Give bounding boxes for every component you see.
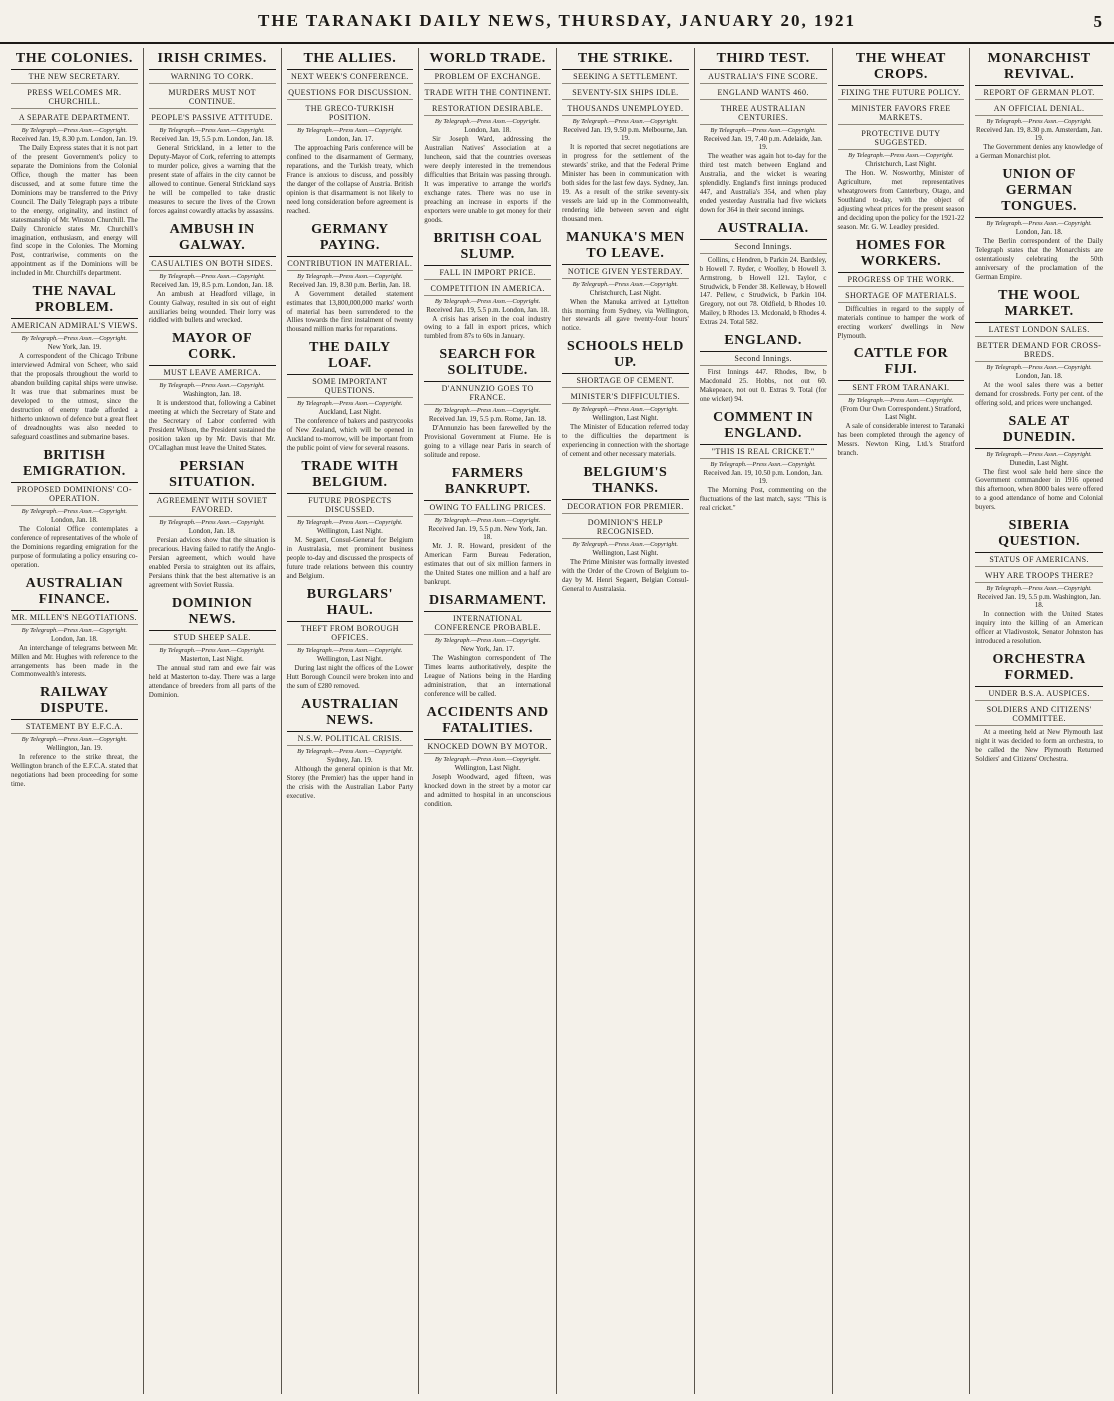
column-5 [557,48,695,1394]
article-deck: STATEMENT BY E.F.C.A. [11,720,138,734]
article-deck: BETTER DEMAND FOR CROSS-BREDS. [975,339,1103,362]
article-deck: "THIS IS REAL CRICKET." [700,445,827,459]
article-credit: By Telegraph.—Press Assn.—Copyright. [159,127,265,134]
article-body: Collins, c Hendren, b Parkin 24. Bardsley, b Howell 7. Ryder, c Woolley, b Howell 3. Armstrong, b Howell 121. Taylor, c Strudwick, b Fender 38. Kelleway, b Howell 147. Pellew, c Strudwick, b Parkin 104. Gregory, not out 78. Oldfield, b Rhodes 10. Mailey, b Rhodes 13. Mcdonald, b Rhodes 4. Extras 24. Total 582. [699,255,827,327]
article [975,51,1103,161]
article-credit: By Telegraph.—Press Assn.—Copyright. [21,127,128,134]
article-headline: RAILWAY DISPUTE. [11,685,138,720]
article [700,221,827,328]
article [149,331,276,453]
article-credit: By Telegraph.—Press Assn.—Copyright. [297,400,403,408]
article-deck: SEVENTY-SIX SHIPS IDLE. [562,86,689,100]
article-dateline: London, Jan. 18. [188,527,236,536]
article-body: The Morning Post, commenting on the fluctuations of the last match, says: "This is real cricket." [699,486,827,513]
article-deck: STATUS OF AMERICANS. [975,553,1103,567]
article-dateline: Wellington, Jan. 19. [46,744,103,753]
column-2 [144,48,282,1394]
article-deck: N.S.W. POLITICAL CRISIS. [287,732,414,746]
masthead-title: THE TARANAKI DAILY NEWS, THURSDAY, JANUARY 20, 1921 [258,11,856,30]
article-credit: By Telegraph.—Press Assn.—Copyright. [572,406,679,414]
article-headline: SCHOOLS HELD UP. [562,339,689,374]
article-deck: THE NEW SECRETARY. [11,70,138,84]
article-deck: FUTURE PROSPECTS DISCUSSED. [287,494,414,517]
article [149,459,276,590]
article-credit: By Telegraph.—Press Assn.—Copyright. [297,127,403,134]
article-dateline: New York, Jan. 19. [47,343,102,352]
article-body: The first wool sale held here since the Government commandeer in 1916 opened this afternoon, when 8000 bales were offered to a good attendance of home and Colonial buyers. [975,467,1103,512]
article-deck: DOMINION'S HELP RECOGNISED. [562,516,689,539]
article-deck: MINISTER'S DIFFICULTIES. [562,390,689,404]
article-body: In reference to the strike threat, the Wellington branch of the E.F.C.A. stated that negotiations had been proceeding for some time. [11,753,138,789]
article-deck: MR. MILLEN'S NEGOTIATIONS. [11,611,138,625]
article-body: The Hon. W. Nosworthy, Minister of Agriculture, met representatives wheatgrowers from Canterbury, Otago, and Southland to-day, with the object of adjusting wheat prices for the present season and deciding upon the policy for the 1921-22 season. Mr. G. W. Leadley presided. [837,169,965,231]
article-credit: By Telegraph.—Press Assn.—Copyright. [21,626,128,634]
article-dateline: Received Jan. 19, 5.5 p.m. London, Jan. 18. [150,135,274,143]
article-dateline: Received Jan. 19, 5.5 p.m. London, Jan. 18. [426,305,549,314]
article-body: Persian advices show that the situation is precarious. Having failed to ratify the Anglo-Persian agreement, which would have enabled Persia to straighten out its affairs, Persians think that the best alternative is an agreement with Soviet Russia. [148,536,276,589]
article-deck: PEOPLE'S PASSIVE ATTITUDE. [149,111,276,125]
article-headline: ORCHESTRA FORMED. [975,652,1103,687]
article-headline: BRITISH EMIGRATION. [11,448,138,483]
article [424,347,551,460]
masthead [0,0,1114,44]
article-dateline: New York, Jan. 17. [460,644,515,653]
article-body: Mr. J. R. Howard, president of the American Farm Bureau Federation, estimates that out of six million farmers in the United States one million and a half are bankrupt. [424,542,551,587]
article-credit: By Telegraph.—Press Assn.—Copyright. [297,747,403,755]
article-body: D'Annunzio has been farewelled by the Provisional Government at Fiume. He is going to a village near Paris in search of solitude and repose. [424,424,551,460]
article-headline: TRADE WITH BELGIUM. [287,459,414,494]
article-dateline: Auckland, Last Night. [318,408,381,417]
article-deck: THE GRECO-TURKISH POSITION. [287,102,414,125]
article [562,230,689,334]
column-4 [419,48,557,1394]
article-deck: CASUALTIES ON BOTH SIDES. [149,257,276,271]
article-dateline: Received Jan. 19, 8.30 p.m. Berlin, Jan. 18. [288,280,411,289]
article-body: The Prime Minister was formally invested with the Order of the Crown of Belgium to-day by M. Henri Segaert, Belgian Consul-General to Australasia. [562,558,689,594]
article-headline: BRITISH COAL SLUMP. [424,231,551,266]
article-body: The approaching Paris conference will be confined to the disarmament of Germany, reparations, and the Turkish treaty, which France is anxious to discuss, and possibly the danger of the collapse of Austria. British opinion is that disarmament is not likely to need long consideration before agreement is reached. [286,144,414,215]
article [424,231,551,342]
article [287,697,414,801]
article-dateline: London, Jan. 18. [1015,227,1063,236]
article-deck: SEEKING A SETTLEMENT. [562,70,689,84]
column-8 [970,48,1108,1394]
article-headline: BURGLARS' HAUL. [287,587,414,622]
article-credit: By Telegraph.—Press Assn.—Copyright. [297,272,403,280]
article-deck: THEFT FROM BOROUGH OFFICES. [287,622,414,645]
article [700,333,827,404]
article-headline: MONARCHIST REVIVAL. [975,51,1103,86]
article-body: When the Manuka arrived at Lyttelton this morning from Sydney, via Wellington, her stewards all gave twenty-four hours' notice. [562,297,689,333]
article-deck: AMERICAN ADMIRAL'S VIEWS. [11,319,138,333]
article [700,410,827,513]
article-deck: SOLDIERS AND CITIZENS' COMMITTEE. [975,703,1103,726]
article-headline: AUSTRALIA. [700,221,827,240]
article-body: A correspondent of the Chicago Tribune interviewed Admiral von Scheer, who said that the proposals throughout the world to abandon building capital ships were unwise. It was true that submarines must be developed to the utmost, since the destruction of enemy trade afforded a hitherto unknown of defence but a great fleet of dreadnoughts was also needed to safeguard coastlines and submarine bases. [11,352,138,441]
article-credit: By Telegraph.—Press Assn.—Copyright. [21,507,128,515]
article-credit: By Telegraph.—Press Assn.—Copyright. [986,363,1092,371]
article-deck: THOUSANDS UNEMPLOYED. [562,102,689,116]
article-dateline: Sydney, Jan. 19. [327,755,373,764]
article [975,167,1103,282]
article-credit: By Telegraph.—Press Assn.—Copyright. [710,461,816,469]
article-body: The Berlin correspondent of the Daily Telegraph states that the Monarchists are ostentatiously celebrating the 50th anniversary of the proclamation of the German Empire. [975,236,1103,281]
article-headline: DISARMAMENT. [424,593,551,612]
article [287,222,414,335]
article-body: At the wool sales there was a better demand for crossbreds. Forty per cent. of the offering sold, and prices were unchanged. [975,380,1103,407]
article-dateline: Received Jan. 19, 8.30 p.m. Amsterdam, Jan. 19. [976,126,1103,142]
article-deck: SENT FROM TARANAKI. [838,381,965,395]
article [287,51,414,216]
article-dateline: Received Jan. 19, 9.50 p.m. Melbourne, Jan. 19. [563,126,688,142]
article-credit: By Telegraph.—Press Assn.—Copyright. [434,118,541,125]
article [424,593,551,699]
article-body: Difficulties in regard to the supply of materials continue to hamper the work of erecting workers' dwellings in New Plymouth. [837,304,965,340]
article-dateline: Received Jan. 19, 8.5 p.m. London, Jan. 18. [150,280,274,289]
article-dateline: Dunedin, Last Night. [1009,458,1069,467]
article-headline: PERSIAN SITUATION. [149,459,276,494]
article-deck: TRADE WITH THE CONTINENT. [424,86,551,100]
article [149,222,276,326]
article-headline: THE WHEAT CROPS. [838,51,965,86]
article-credit: By Telegraph.—Press Assn.—Copyright. [159,519,265,527]
article [975,518,1103,646]
article-credit: By Telegraph.—Press Assn.—Copyright. [21,736,128,744]
article-deck: ENGLAND WANTS 460. [700,86,827,100]
article-credit: By Telegraph.—Press Assn.—Copyright. [710,127,816,134]
article [562,465,689,594]
article-credit: By Telegraph.—Press Assn.—Copyright. [572,541,679,549]
article-headline: AUSTRALIAN FINANCE. [11,576,138,611]
article-headline: ENGLAND. [700,333,827,352]
article [11,576,138,680]
article-credit: By Telegraph.—Press Assn.—Copyright. [434,755,541,763]
article-dateline: London, Jan. 17. [326,135,374,143]
article-credit: By Telegraph.—Press Assn.—Copyright. [159,382,265,390]
article [287,459,414,581]
article-body: During last night the offices of the Lower Hutt Borough Council were broken into and the sum of £280 removed. [286,663,414,690]
article-dateline: Received Jan. 19, 7.40 p.m. Adelaide, Jan. 19. [703,135,823,151]
article-headline: GERMANY PAYING. [287,222,414,257]
article-deck: REPORT OF GERMAN PLOT. [975,86,1103,100]
article-dateline: Received Jan. 19, 5.5 p.m. Washington, Jan. 18. [977,593,1101,610]
article-dateline: Christchurch, Last Night. [865,160,937,168]
article-deck: A SEPARATE DEPARTMENT. [11,111,138,125]
article-body: First Innings 447. Rhodes, lbw, b Macdonald 25. Hobbs, not out 60. Makepeace, not out 0. Extras 9. Total (for one wicket) 94. [699,368,827,404]
article-deck: THREE AUSTRALIAN CENTURIES. [700,102,827,125]
article-deck: SOME IMPORTANT QUESTIONS. [287,375,414,398]
article-body: The Colonial Office contemplates a conference of representatives of the whole of the Dominions regarding emigration for the purpose of formulating a policy ensuring co-operation. [11,524,138,569]
article-deck: CONTRIBUTION IN MATERIAL. [287,257,414,271]
article-headline: IRISH CRIMES. [149,51,276,70]
article [838,346,965,458]
article [838,51,965,232]
article-body: It is understood that, following a Cabinet meeting at which the Secretary of State and the Secretary of Labor conferred with President Wilson, the President sustained the position taken up by Mr. Davis that Mr. O'Callaghan must leave the United States. [148,399,276,453]
article-deck: INTERNATIONAL CONFERENCE PROBABLE. [424,612,551,635]
article-deck: UNDER B.S.A. AUSPICES. [975,687,1103,701]
article-body: M. Segaert, Consul-General for Belgium in Australasia, met prominent business people to-day and discussed the prospects of future trade relations between this country and Belgium. [286,536,414,581]
article-deck: LATEST LONDON SALES. [975,323,1103,337]
article-credit: By Telegraph.—Press Assn.—Copyright. [159,646,265,654]
article-dateline: Wellington, Last Night. [316,527,383,536]
article-body: Sir Joseph Ward, addressing the Australian Natives' Association at a luncheon, said that the countries overseas were deeply interested in the tremendous difficulties that Britain was passing through. It was imperative to arrange the world's exchange rates. There was no use in preaching an increase in exports if the exporters were unable to get money for their goods. [424,135,551,224]
article-dateline: Christchurch, Last Night. [589,288,661,297]
article-dateline: London, Jan. 18. [464,126,512,134]
article-credit: By Telegraph.—Press Assn.—Copyright. [986,450,1092,458]
article-credit: By Telegraph.—Press Assn.—Copyright. [986,118,1092,125]
article-dateline: London, Jan. 18. [50,634,98,643]
article-deck: DECORATION FOR PREMIER. [562,500,689,514]
article-dateline: (From Our Own Correspondent.) Stratford, Last Night. [840,405,962,422]
article [287,587,414,691]
article-headline: BELGIUM'S THANKS. [562,465,689,500]
article-headline: MAYOR OF CORK. [149,331,276,366]
article-dateline: London, Jan. 18. [1015,371,1063,380]
article-body: The annual stud ram and ewe fair was held at Masterton to-day. There was a large attendance of breeders from all parts of the Dominion. [148,663,276,699]
article-headline: THE COLONIES. [11,51,138,70]
article-credit: By Telegraph.—Press Assn.—Copyright. [572,280,679,288]
article-body: A crisis has arisen in the coal industry owing to a fall in export prices, which tumbled from 87s to 60s in January. [424,314,551,341]
article-deck: PROBLEM OF EXCHANGE. [424,70,551,84]
article [975,288,1103,408]
article-deck: FIXING THE FUTURE POLICY. [838,86,965,100]
article-body: Joseph Woodward, aged fifteen, was knocked down in the street by a motor car and admitted to hospital in an unconscious condition. [424,772,551,808]
article [424,51,551,225]
article-body: A Government detailed statement estimates that 13,800,000,000 marks' worth of material has been surrendered to the Allies towards the first instalment of twenty thousand million marks for reparations. [286,289,414,334]
article-headline: WORLD TRADE. [424,51,551,70]
article-dateline: Received Jan. 19, 5.5 p.m. Rome, Jan. 18. [428,415,547,424]
article-credit: By Telegraph.—Press Assn.—Copyright. [434,517,541,525]
article-headline: AMBUSH IN GALWAY. [149,222,276,257]
article-headline: THE STRIKE. [562,51,689,70]
article-headline: AUSTRALIAN NEWS. [287,697,414,732]
article-credit: By Telegraph.—Press Assn.—Copyright. [848,397,954,405]
article-deck: AUSTRALIA'S FINE SCORE. [700,70,827,84]
article-deck: STUD SHEEP SALE. [149,631,276,645]
article-body: An interchange of telegrams between Mr. Millen and Mr. Hughes with reference to the arrangements has been made in the Commonwealth's interests. [11,643,138,679]
article [838,238,965,341]
article-body: An ambush at Headford village, in County Galway, resulted in six out of eight auxiliaries being wounded. Their lorry was riddled with bullets and wrecked. [148,289,276,325]
article [149,596,276,700]
article-dateline: Received Jan. 19, 5.5 p.m. New York, Jan. 18. [428,525,548,542]
article-credit: By Telegraph.—Press Assn.—Copyright. [434,636,541,644]
article-deck: NOTICE GIVEN YESTERDAY. [562,265,689,279]
article-body: Although the general opinion is that Mr. Storey (the Premier) has the upper hand in the crisis with the Australian Labor Party executive. [286,764,414,800]
article-body: At a meeting held at New Plymouth last night it was decided to form an orchestra, to be called the New Plymouth Returned Soldiers' and Citizens' Orchestra. [975,728,1103,763]
newspaper-columns [6,48,1108,1394]
article-deck: PRESS WELCOMES MR. CHURCHILL. [11,86,138,109]
article-headline: CATTLE FOR FIJI. [838,346,965,381]
article-deck: QUESTIONS FOR DISCUSSION. [287,86,414,100]
article-headline: SEARCH FOR SOLITUDE. [424,347,551,382]
article-body: The Minister of Education referred today to the difficulties the department is experiencing in connection with the shortage of cement and other necessary materials. [562,423,689,459]
article-deck: PROTECTIVE DUTY SUGGESTED. [838,127,965,150]
article [562,339,689,459]
article-deck: PROPOSED DOMINIONS' CO-OPERATION. [11,483,138,506]
article [975,414,1103,513]
article-body: The Government denies any knowledge of a German Monarchist plot. [975,143,1103,160]
article-credit: By Telegraph.—Press Assn.—Copyright. [848,152,954,159]
article-dateline: Received Jan. 19, 10.50 p.m. London, Jan. 19. [703,469,823,486]
article [287,340,414,453]
article-deck: WARNING TO CORK. [149,70,276,84]
article-headline: THE ALLIES. [287,51,414,70]
article-body: The Washington correspondent of The Times learns authoritatively, despite the League of Nations being in the Harding administration, that an international conference will be called. [424,653,551,698]
article [149,51,276,216]
column-6 [695,48,833,1394]
column-7 [833,48,971,1394]
article-credit: By Telegraph.—Press Assn.—Copyright. [21,335,128,343]
article-deck: Second Innings. [700,240,827,254]
article-body: In connection with the United States inquiry into the killing of an American officer at Vladivostok, Senator Johnston has introduced a resolution. [975,610,1103,646]
article-deck: OWING TO FALLING PRICES. [424,501,551,515]
article-deck: AN OFFICIAL DENIAL. [975,102,1103,116]
article-credit: By Telegraph.—Press Assn.—Copyright. [986,219,1092,227]
article-body: The Daily Express states that it is not part of the present Government's policy to separate the Dominions from the Colonial Office, though the matter has been discussed, and at some future time the Dominions may be transferred to the Privy Council. The Daily Telegraph pays a tribute to the energy, originality, and instinct of statesmanship of Mr. Winston Churchill. The Daily Chronicle states Mr. Churchill's imagination, enthusiasm, and energy will find scope in the Colonies. The Morning Post, contrariwise, comments on the appointment as if the Dominions will be included in Mr. Churchill's department. [11,144,138,278]
article-headline: MANUKA'S MEN TO LEAVE. [562,230,689,265]
article-dateline: Washington, Jan. 18. [182,390,242,399]
article-credit: By Telegraph.—Press Assn.—Copyright. [434,407,541,415]
article-headline: ACCIDENTS AND FATALITIES. [424,705,551,740]
article-deck: SHORTAGE OF CEMENT. [562,374,689,388]
article-deck: Second Innings. [700,352,827,366]
article-headline: THIRD TEST. [700,51,827,70]
article-headline: DOMINION NEWS. [149,596,276,631]
article [424,705,551,809]
article-deck: KNOCKED DOWN BY MOTOR. [424,740,551,754]
article-headline: THE WOOL MARKET. [975,288,1103,323]
article-headline: FARMERS BANKRUPT. [424,466,551,501]
article-deck: RESTORATION DESIRABLE. [424,102,551,116]
article-credit: By Telegraph.—Press Assn.—Copyright. [297,519,403,527]
article-deck: FALL IN IMPORT PRICE. [424,266,551,280]
article-deck: MINISTER FAVORS FREE MARKETS. [838,102,965,125]
article-deck: SHORTAGE OF MATERIALS. [838,289,965,303]
article-body: It is reported that secret negotiations are in progress for the settlement of the stewards' strike, and that the Federal Prime Minister has been in communication with both sides for the last few days. Sydney, Jan. 19. As a result of the strike seventy-six vessels are laid up in the Commonwealth, rendering idle between seven and eight thousand men. [562,143,689,223]
article-headline: SALE AT DUNEDIN. [975,414,1103,449]
article-body: The weather was again hot to-day for the third test match between England and Australia, and the wicket is wearing splendidly. England's first innings produced 447, and Australia's 354, and when play ended yesterday Australia had five wickets down for 364 in their second innings. [699,152,827,214]
article-dateline: London, Jan. 18. [50,515,98,524]
article-deck: MURDERS MUST NOT CONTINUE. [149,86,276,109]
article [562,51,689,224]
article [11,284,138,442]
article-credit: By Telegraph.—Press Assn.—Copyright. [159,272,265,280]
article-headline: SIBERIA QUESTION. [975,518,1103,553]
article [975,652,1103,764]
article-credit: By Telegraph.—Press Assn.—Copyright. [434,297,541,305]
article-deck: WHY ARE TROOPS THERE? [975,569,1103,583]
article-dateline: Wellington, Last Night. [454,763,521,772]
article-headline: UNION OF GERMAN TONGUES. [975,167,1103,218]
article-dateline: Wellington, Last Night. [592,549,659,558]
article-headline: THE NAVAL PROBLEM. [11,284,138,319]
article-credit: By Telegraph.—Press Assn.—Copyright. [986,585,1092,593]
article [424,466,551,587]
article-dateline: Masterton, Last Night. [180,654,244,663]
page-number: 5 [1093,12,1102,31]
article-dateline: Wellington, Last Night. [316,654,383,663]
article-headline: COMMENT IN ENGLAND. [700,410,827,445]
article-deck: COMPETITION IN AMERICA. [424,282,551,296]
article-credit: By Telegraph.—Press Assn.—Copyright. [572,118,679,125]
column-3 [282,48,420,1394]
article [11,448,138,570]
article-dateline: Wellington, Last Night. [592,414,659,423]
article-headline: HOMES FOR WORKERS. [838,238,965,273]
article-deck: D'ANNUNZIO GOES TO FRANCE. [424,382,551,405]
article [11,51,138,278]
article-dateline: Received Jan. 19, 8.30 p.m. London, Jan. 19. [11,135,138,143]
article [700,51,827,215]
article [11,685,138,789]
article-deck: PROGRESS OF THE WORK. [838,273,965,287]
article-body: The conference of bakers and pastrycooks of New Zealand, which will be opened in Auckland to-morrow, will be important from the public point of view for several reasons. [286,417,414,453]
column-1 [6,48,144,1394]
article-body: General Strickland, in a letter to the Deputy-Mayor of Cork, referring to attempts to murder police, gives a warning that the present state of affairs in the city cannot be allowed to continue. General Strickland says he will be compelled to take drastic measures to secure the lives of the Crown forces against cowardly attacks by assassins. [148,144,276,215]
article-credit: By Telegraph.—Press Assn.—Copyright. [297,646,403,654]
article-body: A sale of considerable interest to Taranaki has been completed through the agency of Messrs. Newton King, Ltd.'s Stratford branch. [837,422,965,458]
article-headline: THE DAILY LOAF. [287,340,414,375]
article-deck: AGREEMENT WITH SOVIET FAVORED. [149,494,276,517]
article-deck: NEXT WEEK'S CONFERENCE. [287,70,414,84]
article-deck: MUST LEAVE AMERICA. [149,366,276,380]
